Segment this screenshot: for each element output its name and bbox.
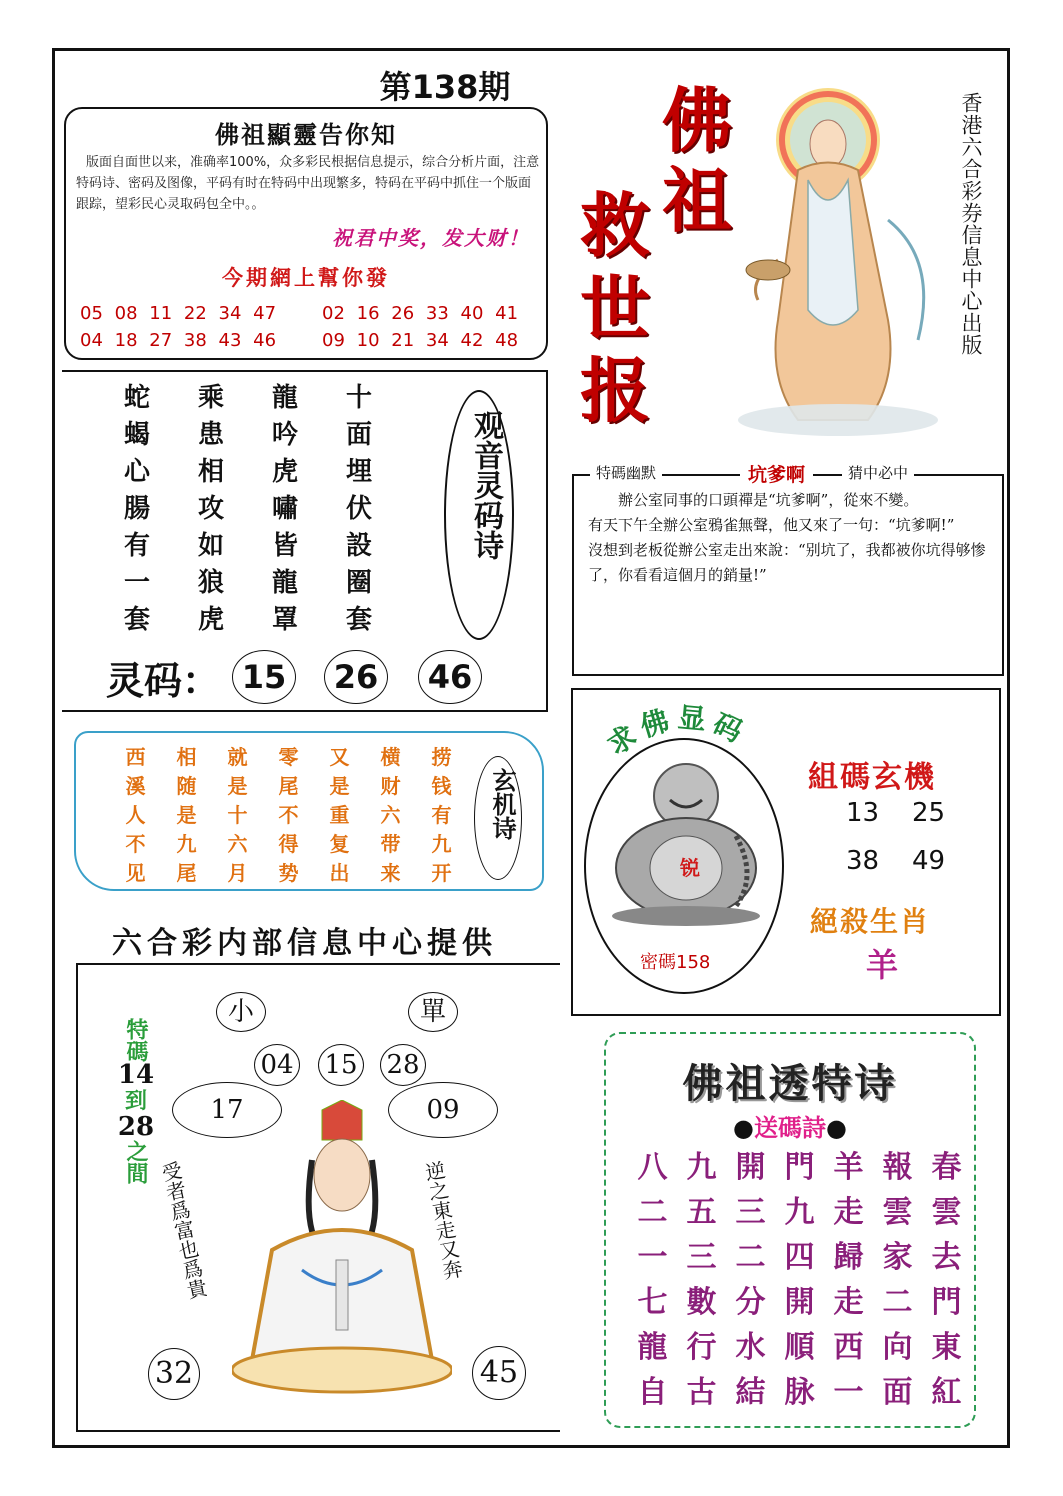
poem-char: 捞 — [431, 745, 452, 769]
joke-head-right: 猜中必中 — [842, 462, 914, 483]
poem-char: 九 — [176, 832, 197, 856]
poem-char: 歸 — [833, 1240, 864, 1275]
publisher: 香港六合彩券信息中心出版 — [959, 92, 983, 356]
seal-char: 锐 — [680, 856, 700, 880]
number-oval: 28 — [380, 1044, 426, 1086]
poem-char: 见 — [125, 861, 146, 885]
joke-body — [588, 488, 994, 588]
poem-char: 報 — [882, 1150, 913, 1185]
zm-number: 49 — [912, 846, 946, 876]
poem-char: 有 — [123, 531, 150, 561]
poem-char: 東 — [931, 1330, 962, 1365]
poem-char: 势 — [278, 861, 299, 885]
poem-char: 狼 — [197, 568, 224, 598]
poem-char: 九 — [784, 1195, 815, 1230]
poem-char: 分 — [735, 1285, 766, 1320]
poem-char: 八 — [637, 1150, 668, 1185]
masthead-char: 世 — [580, 267, 650, 350]
masthead-char: 佛 — [662, 79, 732, 162]
poem-char: 又 — [329, 745, 350, 769]
poem-char: 水 — [735, 1330, 766, 1365]
poem-char: 虎 — [197, 605, 224, 635]
poem-char: 不 — [125, 832, 146, 856]
tema-to: 28 — [117, 1112, 155, 1142]
number-oval: 09 — [388, 1082, 498, 1138]
poem-char: 二 — [882, 1285, 913, 1320]
poem-char: 相 — [176, 745, 197, 769]
poem-char: 得 — [278, 832, 299, 856]
net-numbers-row: 09 10 21 34 42 48 — [322, 330, 519, 351]
mima: 密碼158 — [640, 952, 711, 973]
poem-char: 财 — [380, 774, 401, 798]
poem-char: 六 — [380, 803, 401, 827]
poem-char: 埋 — [345, 457, 372, 487]
poem-char: 春 — [931, 1150, 962, 1185]
issue-number: 第138期 — [379, 68, 511, 106]
poem-char: 就 — [227, 745, 248, 769]
number-circle: 32 — [148, 1348, 200, 1400]
tema-range — [116, 1018, 156, 1184]
poem-char: 不 — [278, 803, 299, 827]
guanyin-seated-illustration — [232, 1100, 452, 1400]
poem-char: 龍 — [271, 568, 298, 598]
lingma-label: 灵码： — [106, 658, 221, 703]
poem-char: 吟 — [271, 420, 298, 450]
poem-char: 七 — [637, 1285, 668, 1320]
poem-char: 九 — [431, 832, 452, 856]
laughing-buddha-illustration — [606, 756, 766, 926]
poem-char: 開 — [784, 1285, 815, 1320]
net-numbers-title: 今期網上幫你發 — [222, 265, 390, 290]
poem-char: 圈 — [345, 568, 372, 598]
poem-char: 龍 — [271, 383, 298, 413]
poem-char: 带 — [380, 832, 401, 856]
lingma-number: 46 — [418, 650, 482, 704]
poem-char: 伏 — [345, 494, 372, 524]
bullet-icon: ● — [733, 1113, 754, 1142]
bodhisattva-illustration — [738, 60, 950, 445]
poem-char: 钱 — [431, 774, 452, 798]
poem-char: 去 — [931, 1240, 962, 1275]
poem-char: 套 — [123, 605, 150, 635]
bullet-icon: ● — [826, 1113, 847, 1142]
poem-char: 羊 — [833, 1150, 864, 1185]
poem-char: 六 — [227, 832, 248, 856]
poem-char: 走 — [833, 1285, 864, 1320]
poem-char: 十 — [345, 383, 372, 413]
tema-to-word: 到 — [124, 1088, 147, 1114]
poem-char: 順 — [784, 1330, 815, 1365]
tete-poem-subtitle-row — [604, 1108, 976, 1143]
intro-slogan: 祝君中奖，发大财！ — [332, 226, 530, 250]
number-oval: 04 — [254, 1044, 300, 1086]
poem-char: 相 — [197, 457, 224, 487]
poem-char: 皆 — [271, 531, 298, 561]
tema-from: 14 — [117, 1060, 155, 1090]
lingma-number: 26 — [324, 650, 388, 704]
poem-char: 一 — [637, 1240, 668, 1275]
poem-char: 尾 — [176, 861, 197, 885]
poem-char: 面 — [345, 420, 372, 450]
poem-char: 雲 — [931, 1195, 962, 1230]
number-circle: 45 — [472, 1346, 526, 1400]
poem-char: 九 — [686, 1150, 717, 1185]
poem-char: 向 — [882, 1330, 913, 1365]
poem-char: 开 — [431, 861, 452, 885]
tete-poem-title: 佛祖透特诗 — [682, 1060, 898, 1107]
number-oval: 17 — [172, 1082, 282, 1138]
poem-char: 走 — [833, 1195, 864, 1230]
poem-char: 来 — [380, 861, 401, 885]
poem-char: 行 — [686, 1330, 717, 1365]
poem-char: 心 — [123, 457, 150, 487]
tete-poem-grid — [628, 1150, 971, 1411]
poem-char: 复 — [329, 832, 350, 856]
net-numbers-row: 02 16 26 33 40 41 — [322, 303, 519, 324]
poem-char: 西 — [833, 1330, 864, 1365]
zm-title: 組碼玄機 — [808, 760, 936, 795]
poem-char: 乘 — [197, 383, 224, 413]
poem-char: 零 — [278, 745, 299, 769]
poem-char: 龍 — [637, 1330, 668, 1365]
poem-char: 五 — [686, 1195, 717, 1230]
right-caption: 逆之東走又奔 — [420, 1159, 465, 1282]
poem-char: 結 — [735, 1375, 766, 1410]
poem-char: 月 — [227, 861, 248, 885]
left-caption: 受者爲富也爲貴 — [156, 1159, 210, 1302]
poem-char: 是 — [227, 774, 248, 798]
poem-char: 十 — [227, 803, 248, 827]
guanyin-label: 观音灵码诗 — [468, 410, 503, 560]
poem-char: 門 — [784, 1150, 815, 1185]
poem-char: 是 — [329, 774, 350, 798]
poem-char: 雲 — [882, 1195, 913, 1230]
tema-label: 特碼 — [123, 1018, 149, 1062]
poem-char: 人 — [125, 803, 146, 827]
poem-char: 重 — [329, 803, 350, 827]
masthead-char: 报 — [580, 349, 650, 432]
poem-char: 開 — [735, 1150, 766, 1185]
poem-char: 随 — [176, 774, 197, 798]
intro-title: 佛祖顯靈告你知 — [215, 120, 397, 149]
poem-char: 二 — [735, 1240, 766, 1275]
poem-char: 如 — [197, 531, 224, 561]
net-numbers-row: 04 18 27 38 43 46 — [80, 330, 277, 351]
provider-line: 六合彩内部信息中心提供 — [112, 926, 497, 961]
poem-char: 面 — [882, 1375, 913, 1410]
poem-char: 三 — [686, 1240, 717, 1275]
poem-char: 套 — [345, 605, 372, 635]
poem-char: 蛇 — [123, 383, 150, 413]
zm-number: 13 — [846, 798, 880, 828]
poem-char: 攻 — [197, 494, 224, 524]
small-oval: 小 — [216, 992, 266, 1032]
masthead-char: 救 — [580, 184, 650, 267]
poem-char: 溪 — [125, 774, 146, 798]
poem-char: 罩 — [271, 605, 298, 635]
poem-char: 有 — [431, 803, 452, 827]
number-oval: 15 — [318, 1044, 364, 1086]
poem-char: 一 — [833, 1375, 864, 1410]
single-oval: 單 — [408, 992, 458, 1032]
poem-char: 横 — [380, 745, 401, 769]
poem-char: 自 — [637, 1375, 668, 1410]
jisha-value: 羊 — [866, 946, 899, 984]
poem-char: 古 — [686, 1375, 717, 1410]
poem-char: 嘯 — [271, 494, 298, 524]
poem-char: 西 — [125, 745, 146, 769]
poem-char: 虎 — [271, 457, 298, 487]
joke-line: 有天下午全辦公室鴉雀無聲，他又來了一句：“坑爹啊!” — [588, 516, 955, 534]
poem-char: 紅 — [931, 1375, 962, 1410]
guanyin-poem-grid — [100, 382, 396, 636]
joke-line: 沒想到老板從辦公室走出來說：“别坑了，我都被你坑得够惨了，你看看這個月的銷量!” — [588, 541, 986, 584]
xuanji-label: 玄机诗 — [488, 768, 517, 840]
tete-poem-subtitle: 送碼詩 — [754, 1113, 826, 1142]
poem-char: 患 — [197, 420, 224, 450]
intro-body: 版面自面世以来，准确率100%，众多彩民根据信息提示，综合分析片面，注意特码诗、密码及图像，平码有时在特码中出现繁多，特码在平码中抓住一个版面跟踪，望彩民心灵取码包全中。。 — [76, 155, 540, 212]
poem-char: 二 — [637, 1195, 668, 1230]
xuanji-poem-grid — [110, 745, 467, 886]
poem-char: 門 — [931, 1285, 962, 1320]
joke-line: 辦公室同事的口頭禪是“坑爹啊”，從來不變。 — [588, 491, 919, 509]
poem-char: 四 — [784, 1240, 815, 1275]
jisha-title: 絕殺生肖 — [810, 905, 931, 938]
poem-char: 尾 — [278, 774, 299, 798]
poem-char: 一 — [123, 568, 150, 598]
poem-char: 數 — [686, 1285, 717, 1320]
zm-number: 25 — [912, 798, 946, 828]
joke-head-left: 特碼幽默 — [590, 462, 662, 483]
poem-char: 三 — [735, 1195, 766, 1230]
joke-head-mid: 坑爹啊 — [740, 460, 813, 487]
poem-char: 出 — [329, 861, 350, 885]
poem-char: 蝎 — [123, 420, 150, 450]
buddha-arc-text: 求佛显码 — [601, 700, 753, 762]
masthead-char: 祖 — [662, 159, 732, 242]
poem-char: 腸 — [123, 494, 150, 524]
tema-end: 之間 — [123, 1140, 149, 1184]
poem-char: 是 — [176, 803, 197, 827]
poem-char: 家 — [882, 1240, 913, 1275]
net-numbers-row: 05 08 11 22 34 47 — [80, 303, 277, 324]
poem-char: 脉 — [784, 1375, 815, 1410]
lingma-number: 15 — [232, 650, 296, 704]
zm-number: 38 — [846, 846, 880, 876]
poem-char: 設 — [345, 531, 372, 561]
